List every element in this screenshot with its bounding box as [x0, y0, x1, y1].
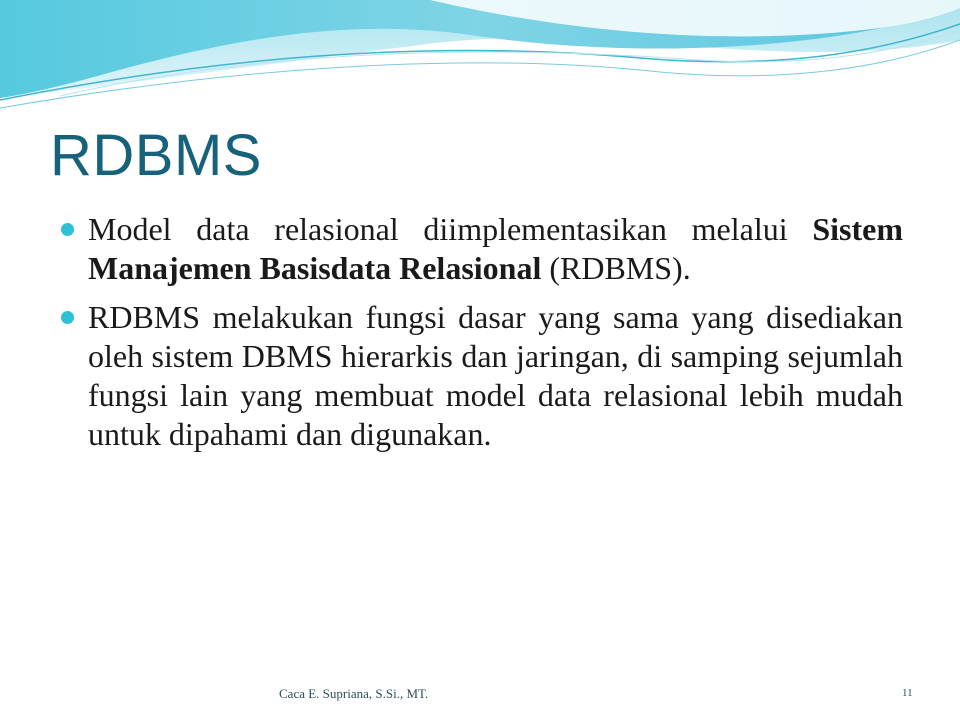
slide-title: RDBMS — [50, 123, 262, 188]
bullet-2-text: RDBMS melakukan fungsi dasar yang sama yang disediakan oleh sistem DBMS hierarkis dan jaringan, di samping sejumlah fungsi lain yang membuat model data relasional lebih mudah untuk dipahami dan digunakan. — [88, 299, 903, 452]
bullet-dot-icon — [61, 311, 74, 324]
bullet-item-2 — [88, 298, 903, 454]
header-wave-decoration — [0, 0, 960, 115]
slide-page-number: 11 — [902, 687, 913, 699]
bullet-1-bold-term: Sistem Manajemen Basisdata Relasional — [88, 211, 903, 286]
bullet-item-1 — [88, 210, 903, 288]
footer-author: Caca E. Supriana, S.Si., MT. — [279, 686, 429, 701]
bullet-1-text-end: (RDBMS). — [541, 250, 691, 286]
bullet-dot-icon — [61, 223, 74, 236]
bullet-list — [88, 210, 903, 464]
bullet-1-text-start: Model data relasional diimplementasikan melalui — [88, 211, 813, 247]
